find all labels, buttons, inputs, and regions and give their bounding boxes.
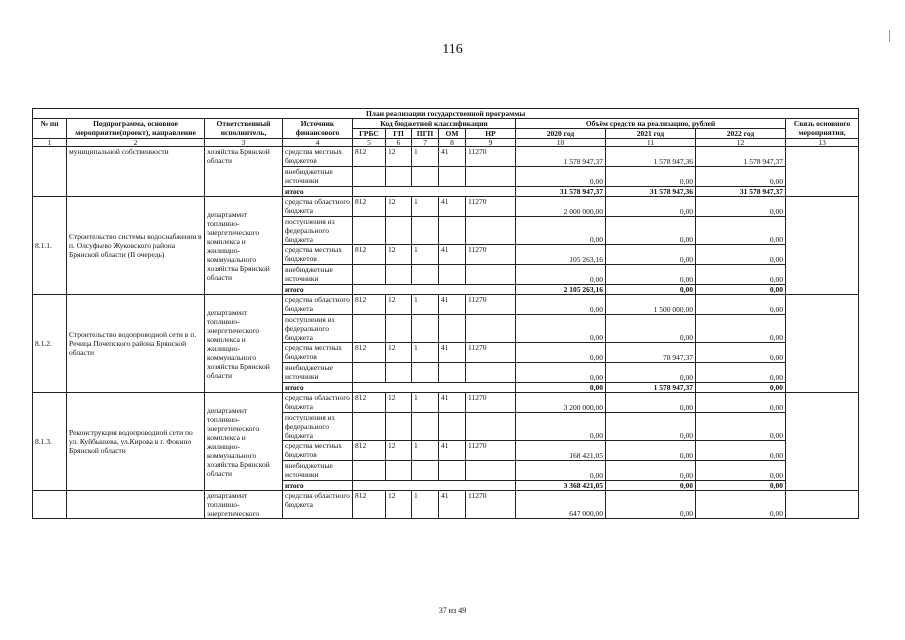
y2020-cell: 0,00 <box>516 265 606 285</box>
pgp-cell <box>412 265 439 285</box>
pgp-cell <box>412 167 439 187</box>
source-cell: средства местных бюджетов <box>283 343 353 363</box>
nr-cell <box>466 315 516 343</box>
link-cell <box>786 295 859 393</box>
om-cell <box>439 265 466 285</box>
source-cell: поступления из федерального бюджета <box>283 413 353 441</box>
header-2021: 2021 год <box>606 129 696 139</box>
y2021-cell: 0,00 <box>606 245 696 265</box>
gp-cell <box>386 265 412 285</box>
y2020-cell: 0,00 <box>516 167 606 187</box>
col-number: 10 <box>516 139 606 147</box>
y2022-cell: 0,00 <box>696 441 786 461</box>
col-number: 5 <box>353 139 386 147</box>
measure-name: Реконструкция водопроводной сети по ул. Куйбышева, ул.Кирова в г. Фокино Брянской области <box>67 393 205 491</box>
header-om: ОМ <box>439 129 466 139</box>
responsible-executor: хозяйства Брянской области <box>205 147 283 197</box>
nr-cell <box>466 167 516 187</box>
header-2020: 2020 год <box>516 129 606 139</box>
total-y2020: 31 578 947,37 <box>516 187 606 197</box>
table-title: План реализации государственной программы <box>33 109 859 119</box>
y2021-cell: 0,00 <box>606 315 696 343</box>
om-cell <box>439 217 466 245</box>
total-y2020: 3 368 421,05 <box>516 481 606 491</box>
gp-cell: 12 <box>386 491 412 519</box>
col-number: 12 <box>696 139 786 147</box>
grbs-cell <box>353 217 386 245</box>
y2020-cell: 2 000 000,00 <box>516 197 606 217</box>
header-codes-group: Код бюджетной классификации <box>353 119 516 129</box>
om-cell: 41 <box>439 343 466 363</box>
y2022-cell: 0,00 <box>696 461 786 481</box>
gp-cell: 12 <box>386 147 412 167</box>
pgp-cell: 1 <box>412 147 439 167</box>
nr-cell <box>466 461 516 481</box>
nr-cell: 11270 <box>466 343 516 363</box>
total-label: итого <box>283 383 353 393</box>
table-row <box>33 197 859 217</box>
y2020-cell: 0,00 <box>516 363 606 383</box>
total-y2022: 31 578 947,37 <box>696 187 786 197</box>
table-body <box>33 147 859 519</box>
y2021-cell: 0,00 <box>606 393 696 413</box>
y2020-cell: 0,00 <box>516 315 606 343</box>
grbs-cell <box>353 167 386 187</box>
pgp-cell: 1 <box>412 491 439 519</box>
grbs-cell <box>353 461 386 481</box>
nr-cell: 11270 <box>466 393 516 413</box>
grbs-cell: 812 <box>353 491 386 519</box>
om-cell <box>439 315 466 343</box>
col-number: 6 <box>386 139 412 147</box>
y2021-cell: 1 500 000,00 <box>606 295 696 315</box>
source-cell: поступления из федерального бюджета <box>283 217 353 245</box>
measure-name-cell <box>67 491 205 519</box>
header-gp: ГП <box>386 129 412 139</box>
col-number: 4 <box>283 139 353 147</box>
total-y2022: 0,00 <box>696 481 786 491</box>
nr-cell <box>466 265 516 285</box>
om-cell <box>439 167 466 187</box>
responsible-executor: департамент топливно-энергетического комплекса и жилищно-коммунального хозяйства Брянской области <box>205 295 283 393</box>
grbs-cell: 812 <box>353 245 386 265</box>
y2022-cell: 0,00 <box>696 217 786 245</box>
om-cell <box>439 363 466 383</box>
y2020-cell: 0,00 <box>516 217 606 245</box>
grbs-cell <box>353 315 386 343</box>
total-y2021: 0,00 <box>606 481 696 491</box>
grbs-cell: 812 <box>353 343 386 363</box>
total-label: итого <box>283 187 353 197</box>
y2020-cell: 168 421,05 <box>516 441 606 461</box>
row-number-cell <box>33 147 67 197</box>
y2022-cell: 0,00 <box>696 197 786 217</box>
om-cell: 41 <box>439 393 466 413</box>
empty-cell <box>353 285 516 295</box>
y2021-cell: 78 947,37 <box>606 343 696 363</box>
gp-cell: 12 <box>386 197 412 217</box>
source-cell: внебюджетные источники <box>283 167 353 187</box>
pgp-cell <box>412 315 439 343</box>
y2021-cell: 1 578 947,36 <box>606 147 696 167</box>
y2021-cell: 0,00 <box>606 461 696 481</box>
source-cell: средства местных бюджетов <box>283 441 353 461</box>
gp-cell <box>386 363 412 383</box>
source-cell: средства областного бюджета <box>283 197 353 217</box>
y2021-cell: 0,00 <box>606 197 696 217</box>
y2022-cell: 0,00 <box>696 245 786 265</box>
page-number: 116 <box>442 42 463 57</box>
y2021-cell: 0,00 <box>606 363 696 383</box>
header-responsible: Ответственный исполнитель, <box>205 119 283 139</box>
row-number: 8.1.1. <box>33 197 67 295</box>
col-number: 11 <box>606 139 696 147</box>
responsible-executor: департамент топливно-энергетического <box>205 491 283 519</box>
y2021-cell: 0,00 <box>606 441 696 461</box>
col-number: 2 <box>67 139 205 147</box>
gp-cell: 12 <box>386 343 412 363</box>
empty-cell <box>353 187 516 197</box>
pgp-cell: 1 <box>412 393 439 413</box>
y2022-cell: 0,00 <box>696 393 786 413</box>
y2020-cell: 647 000,00 <box>516 491 606 519</box>
pgp-cell: 1 <box>412 295 439 315</box>
nr-cell: 11270 <box>466 197 516 217</box>
y2020-cell: 0,00 <box>516 461 606 481</box>
grbs-cell <box>353 363 386 383</box>
header-source: Источник финансового <box>283 119 353 139</box>
grbs-cell: 812 <box>353 147 386 167</box>
row-number: 8.1.2. <box>33 295 67 393</box>
y2022-cell: 0,00 <box>696 295 786 315</box>
gp-cell <box>386 217 412 245</box>
pgp-cell: 1 <box>412 197 439 217</box>
gp-cell <box>386 315 412 343</box>
y2020-cell: 0,00 <box>516 413 606 441</box>
gp-cell: 12 <box>386 295 412 315</box>
nr-cell: 11270 <box>466 295 516 315</box>
table-row <box>33 147 859 167</box>
source-cell: внебюджетные источники <box>283 265 353 285</box>
source-cell: внебюджетные источники <box>283 363 353 383</box>
grbs-cell: 812 <box>353 295 386 315</box>
measure-name: Строительство системы водоснабжения в п. Олсуфьево Жуковского района Брянской области (II очередь) <box>67 197 205 295</box>
header-2022: 2022 год <box>696 129 786 139</box>
gp-cell <box>386 167 412 187</box>
grbs-cell <box>353 265 386 285</box>
link-cell <box>786 491 859 519</box>
gp-cell: 12 <box>386 393 412 413</box>
y2022-cell: 0,00 <box>696 343 786 363</box>
page-footer: 37 из 49 <box>438 606 467 615</box>
header-grbs: ГРБС <box>353 129 386 139</box>
empty-cell <box>353 383 516 393</box>
y2022-cell: 1 578 947,37 <box>696 147 786 167</box>
y2022-cell: 0,00 <box>696 413 786 441</box>
header-link: Связь основного мероприятия, <box>786 119 859 139</box>
header-name: Подпрограмма, основное мероприятие(проект), направление <box>67 119 205 139</box>
scan-edge-mark <box>889 30 890 42</box>
om-cell: 41 <box>439 295 466 315</box>
nr-cell: 11270 <box>466 245 516 265</box>
om-cell: 41 <box>439 245 466 265</box>
total-y2020: 2 105 263,16 <box>516 285 606 295</box>
col-number: 13 <box>786 139 859 147</box>
link-cell <box>786 147 859 197</box>
gp-cell: 12 <box>386 245 412 265</box>
program-plan-table <box>32 108 859 519</box>
gp-cell: 12 <box>386 441 412 461</box>
grbs-cell: 812 <box>353 197 386 217</box>
y2020-cell: 1 578 947,37 <box>516 147 606 167</box>
om-cell <box>439 461 466 481</box>
y2021-cell: 0,00 <box>606 413 696 441</box>
grbs-cell: 812 <box>353 441 386 461</box>
y2020-cell: 3 200 000,00 <box>516 393 606 413</box>
nr-cell <box>466 363 516 383</box>
responsible-executor: департамент топливно-энергетического комплекса и жилищно-коммунального хозяйства Брянской области <box>205 393 283 491</box>
link-cell <box>786 393 859 491</box>
column-number-row <box>33 139 859 147</box>
col-number: 1 <box>33 139 67 147</box>
y2022-cell: 0,00 <box>696 491 786 519</box>
y2021-cell: 0,00 <box>606 265 696 285</box>
pgp-cell <box>412 363 439 383</box>
nr-cell: 11270 <box>466 441 516 461</box>
grbs-cell: 812 <box>353 393 386 413</box>
link-cell <box>786 197 859 295</box>
col-number: 3 <box>205 139 283 147</box>
empty-cell <box>353 481 516 491</box>
gp-cell <box>386 413 412 441</box>
om-cell: 41 <box>439 147 466 167</box>
header-num: № пп <box>33 119 67 139</box>
table-row <box>33 295 859 315</box>
om-cell: 41 <box>439 441 466 461</box>
y2020-cell: 0,00 <box>516 343 606 363</box>
total-y2021: 0,00 <box>606 285 696 295</box>
source-cell: средства областного бюджета <box>283 393 353 413</box>
pgp-cell <box>412 217 439 245</box>
nr-cell <box>466 217 516 245</box>
nr-cell: 11270 <box>466 147 516 167</box>
measure-name: муниципальной собственности <box>67 147 205 197</box>
y2021-cell: 0,00 <box>606 491 696 519</box>
header-money-group: Объём средств на реализацию, рублей <box>516 119 786 129</box>
y2021-cell: 0,00 <box>606 217 696 245</box>
source-cell: внебюджетные источники <box>283 461 353 481</box>
y2022-cell: 0,00 <box>696 265 786 285</box>
nr-cell: 11270 <box>466 491 516 519</box>
source-cell: средства местных бюджетов <box>283 147 353 167</box>
grbs-cell <box>353 413 386 441</box>
header-pgp: ПГП <box>412 129 439 139</box>
y2022-cell: 0,00 <box>696 363 786 383</box>
y2021-cell: 0,00 <box>606 167 696 187</box>
responsible-executor: департамент топливно-энергетического комплекса и жилищно-коммунального хозяйства Брянской области <box>205 197 283 295</box>
pgp-cell <box>412 461 439 481</box>
total-y2021: 31 578 947,36 <box>606 187 696 197</box>
measure-name: Строительство водопроводной сети в п. Речица Почепского района Брянской области <box>67 295 205 393</box>
total-label: итого <box>283 481 353 491</box>
col-number: 9 <box>466 139 516 147</box>
total-y2022: 0,00 <box>696 383 786 393</box>
om-cell <box>439 413 466 441</box>
pgp-cell: 1 <box>412 343 439 363</box>
source-cell: средства местных бюджетов <box>283 245 353 265</box>
y2022-cell: 0,00 <box>696 167 786 187</box>
y2020-cell: 105 263,16 <box>516 245 606 265</box>
total-y2021: 1 578 947,37 <box>606 383 696 393</box>
pgp-cell: 1 <box>412 441 439 461</box>
col-number: 7 <box>412 139 439 147</box>
y2020-cell: 0,00 <box>516 295 606 315</box>
row-number: 8.1.3. <box>33 393 67 491</box>
pgp-cell: 1 <box>412 245 439 265</box>
table-row <box>33 393 859 413</box>
om-cell: 41 <box>439 197 466 217</box>
total-y2020: 0,00 <box>516 383 606 393</box>
om-cell: 41 <box>439 491 466 519</box>
total-y2022: 0,00 <box>696 285 786 295</box>
source-cell: средства областного бюджета <box>283 491 353 519</box>
pgp-cell <box>412 413 439 441</box>
nr-cell <box>466 413 516 441</box>
y2022-cell: 0,00 <box>696 315 786 343</box>
source-cell: средства областного бюджета <box>283 295 353 315</box>
header-nr: НР <box>466 129 516 139</box>
col-number: 8 <box>439 139 466 147</box>
row-number-cell <box>33 491 67 519</box>
source-cell: поступления из федерального бюджета <box>283 315 353 343</box>
table-row <box>33 491 859 519</box>
gp-cell <box>386 461 412 481</box>
total-label: итого <box>283 285 353 295</box>
